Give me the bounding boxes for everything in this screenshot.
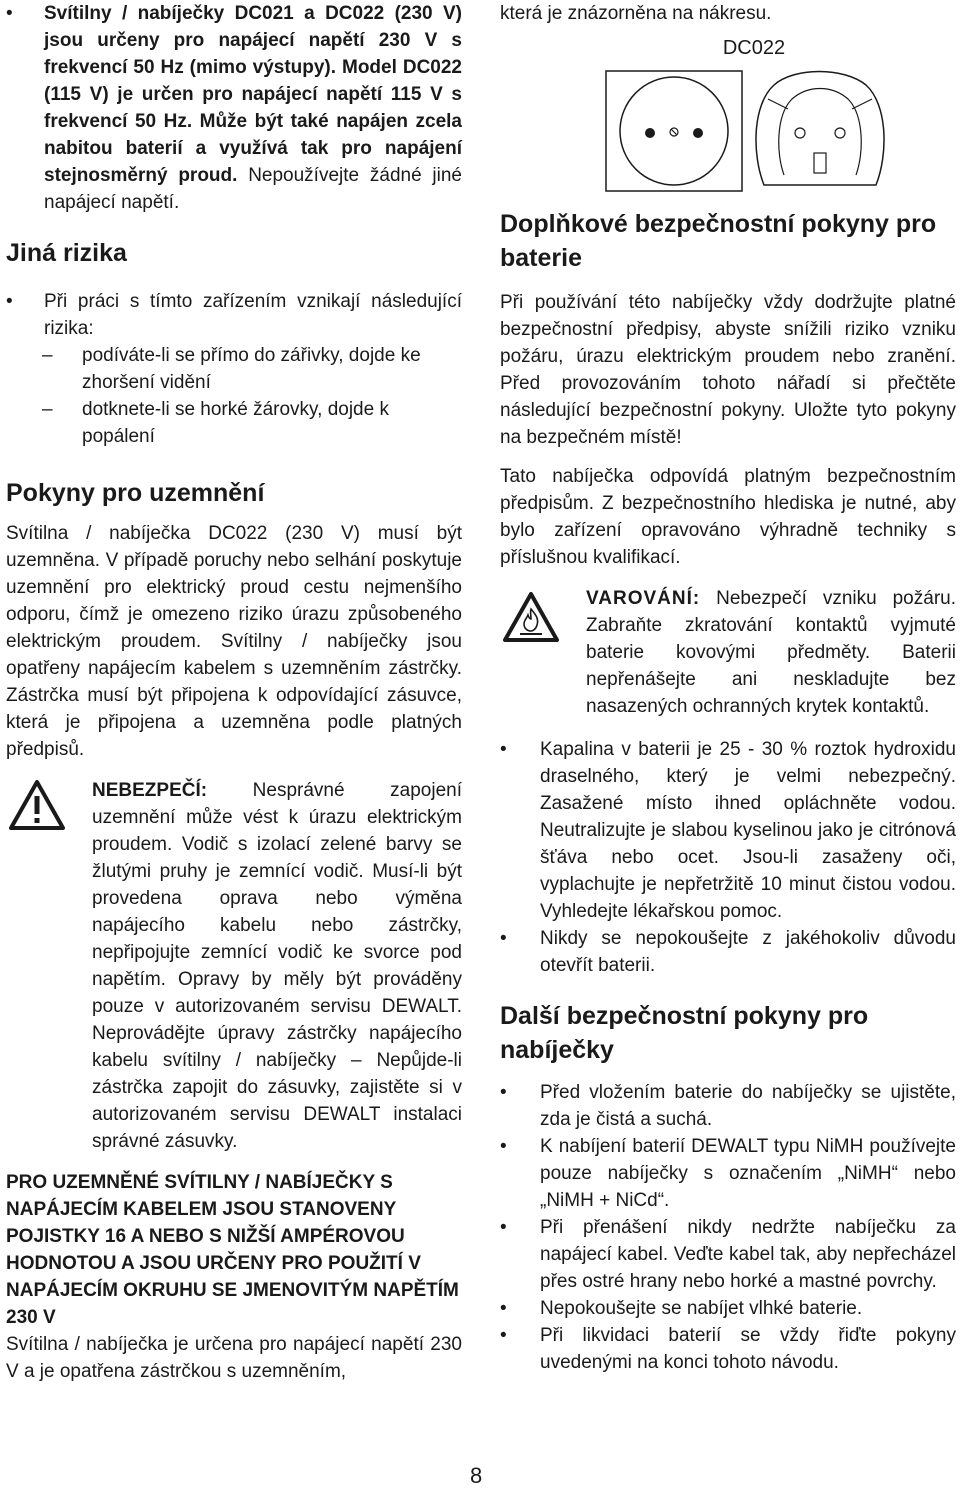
intro-bullet (6, 0, 462, 216)
risks-bullet: • Při práci s tímto zařízením vznikají následující rizika: (6, 288, 462, 342)
battery-intro: Při používání této nabíječky vždy dodržujte platné bezpečnostní předpisy, abyste snížili riziko vzniku požáru, úrazu elektrickým proudem nebo zranění. Před provozováním tohoto nářadí si přečtěte následující bezpečnostní pokyny. Uložte tyto pokyny na bezpečném místě! (500, 292, 956, 448)
intro-tail: Nepoužívejte žádné jiné napájecí napětí. (44, 165, 462, 213)
socket-drawing (604, 35, 904, 195)
warning-label: VAROVÁNÍ: (586, 588, 701, 609)
danger-body: Nesprávné zapojení uzemnění může vést k úrazu elektrickým proudem. Vodič s izolací zelené barvy se žlutými pruhy je zemnící vodič. Musí-li být provedena oprava nebo výměna napájecího kabelu nebo zástrčky, nepřipojujte zemnící vodič ke svorce pod napětím. Opravy by měly být prováděny pouze v autorizovaném servisu DEWALT. Neprovádějte úpravy zástrčky napájecího kabelu svítilny / nabíječky – Nepůjde-li zástrčka zapojit do zásuvky, zajistěte si v autorizovaném servisu DEWALT instalaci správné zásuvky. (92, 780, 462, 1152)
conformity-text: Tato nabíječka odpovídá platným bezpečnostním předpisům. Z bezpečnostního hlediska je nutné, aby bylo zařízení opravováno výhradně techniky s příslušnou kvalifikací. (500, 466, 956, 568)
battery-heading: Doplňkové bezpečnostní pokyny pro baterie (500, 210, 937, 272)
continuation-text: která je znázorněna na nákresu. (500, 3, 772, 24)
charger-bullet-2: • K nabíjení baterií DEWALT typu NiMH používejte pouze nabíječky s označením „NiMH“ nebo „NiMH + NiCd“. (500, 1133, 956, 1214)
battery-bullets (500, 736, 956, 979)
grounding-text: Svítilna / nabíječka DC022 (230 V) musí být uzemněna. V případě poruchy nebo selhání poskytuje uzemnění pro elektrický proud cestu nejmenšího odporu, čímž je omezeno riziko úrazu způsobeného elektrickým proudem. Svítilny / nabíječky jsou opatřeny napájecím kabelem s uzemněním zástrčky. Zástrčka musí být připojena k odpovídající zásuvce, která je připojena a uzemněna podle platných předpisů. (6, 523, 462, 760)
charger-heading: Další bezpečnostní pokyny pro nabíječky (500, 1002, 869, 1064)
warning-triangle-icon (8, 779, 66, 831)
battery-bullet-2: • Nikdy se nepokoušejte z jakéhokoliv důvodu otevřít baterii. (500, 925, 956, 979)
risk-item-1: – podíváte-li se přímo do zářivky, dojde ke zhoršení vidění (6, 342, 462, 396)
warning-body: Nebezpečí vzniku požáru. Zabraňte zkratování kontaktů vyjmuté baterie kovovými předměty. Baterii nepřenášejte ani neskladujte bez nasazených ochranných krytek kontaktů. (586, 588, 956, 717)
right-column (500, 0, 956, 1376)
left-column (6, 0, 462, 1385)
danger-block (6, 777, 462, 1155)
page-number: 8 (470, 1463, 483, 1488)
charger-bullets (500, 1079, 956, 1376)
charger-bullet-5: • Při likvidaci baterií se vždy řiďte pokyny uvedenými na konci tohoto návodu. (500, 1322, 956, 1376)
risk-item-2: – dotknete-li se horké žárovky, dojde k popálení (6, 396, 462, 450)
charger-bullet-1: • Před vložením baterie do nabíječky se ujistěte, zda je čistá a suchá. (500, 1079, 956, 1133)
other-risks-heading: Jiná rizika (6, 239, 127, 267)
fire-warning-icon (502, 591, 560, 643)
grounding-heading: Pokyny pro uzemnění (6, 479, 265, 507)
charger-bullet-4: • Nepokoušejte se nabíjet vlhké baterie. (500, 1295, 956, 1322)
danger-label: NEBEZPEČÍ: (92, 780, 208, 801)
fuse-notice: PRO UZEMNĚNÉ SVÍTILNY / NABÍJEČKY S NAPÁJECÍM KABELEM JSOU STANOVENY POJISTKY 16 A NEBO S NIŽŠÍ AMPÉROVOU HODNOTOU A JSOU URČENY PRO POUŽITÍ V NAPÁJECÍM OKRUHU SE JMENOVITÝM NAPĚTÍM 230 V (6, 1172, 459, 1328)
figure-label: DC022 (722, 37, 786, 59)
battery-bullet-1: • Kapalina v baterii je 25 - 30 % roztok hydroxidu draselného, který je velmi nebezpečný. Zasažené místo ihned opláchněte vodou. Neutralizujte je slabou kyselinou jako je citrónová šťáva nebo ocet. Jsou-li zasaženy oči, vyplachujte je nepřetržitě 10 minut čistou vodou. Vyhledejte lékařskou pomoc. (500, 736, 956, 925)
intro-bold: Svítilny / nabíječky DC021 a DC022 (230 V) jsou určeny pro napájecí napětí 230 V s frekvencí 50 Hz (mimo výstupy). Model DC022 (115 V) je určen pro napájecí napětí 115 V s frekvencí 50 Hz. Může být také napájen zcela nabitou baterií a využívá tak pro napájení stejnosměrný proud. (44, 3, 462, 186)
fire-warning-block (500, 585, 956, 720)
fuse-text: Svítilna / nabíječka je určena pro napájecí napětí 230 V a je opatřena zástrčkou s uzemněním, (6, 1334, 462, 1382)
danger-text (92, 777, 462, 1155)
charger-bullet-3: • Při přenášení nikdy nedržte nabíječku za napájecí kabel. Veďte kabel tak, aby nepřecházel přes ostré hrany nebo horké a mastné povrchy. (500, 1214, 956, 1295)
socket-diagram (604, 35, 904, 195)
fire-warning-text (586, 585, 956, 720)
